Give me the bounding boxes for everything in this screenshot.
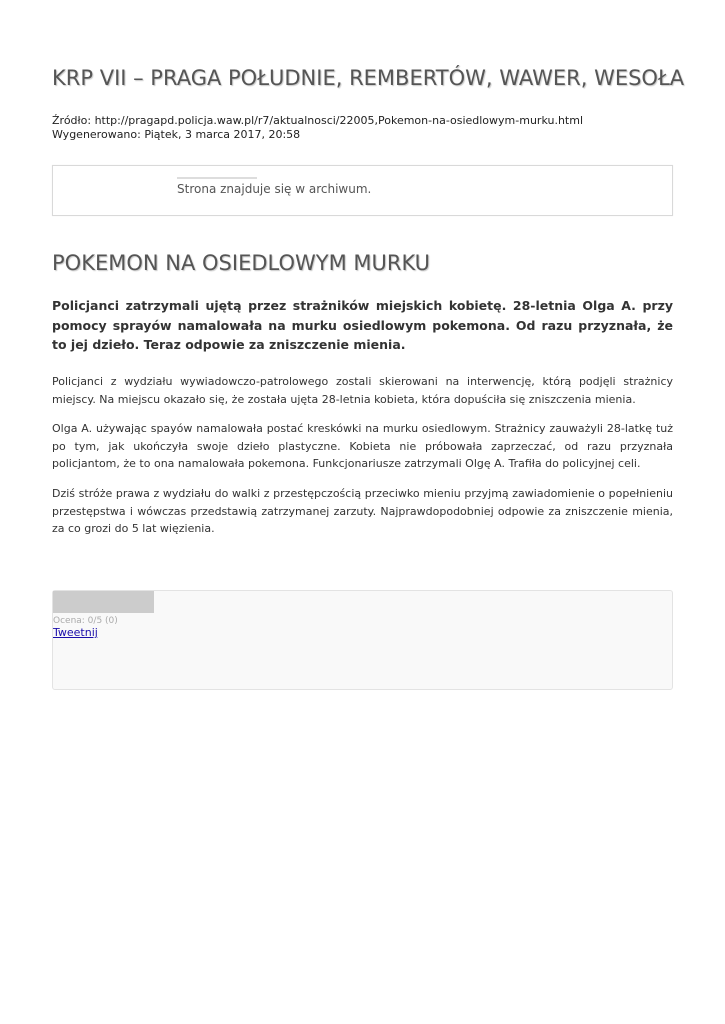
site-title: KRP VII – PRAGA POŁUDNIE, REMBERTÓW, WAWER, WESOŁA: [52, 66, 685, 90]
print-meta: [52, 114, 673, 142]
rating-label: Ocena: 0/5 (0): [53, 616, 118, 626]
archive-divider: [177, 177, 257, 179]
archive-notice-box: [52, 165, 673, 216]
source-line: Źródło: http://pragapd.policja.waw.pl/r7/aktualnosci/22005,Pokemon-na-osiedlowym-murku.html: [52, 114, 583, 127]
article-lead: Policjanci zatrzymali ujętą przez strażników miejskich kobietę. 28-letnia Olga A. przy pomocy sprayów namalowała na murku osiedlowym pokemona. Od razu przyznała, że to jej dzieło. Teraz odpowie za zniszczenie mienia.: [52, 298, 673, 352]
rating-share-box: [52, 590, 673, 690]
archive-notice-text: Strona znajduje się w archiwum.: [177, 182, 372, 196]
generated-line: Wygenerowano: Piątek, 3 marca 2017, 20:58: [52, 128, 301, 141]
article-paragraph: Policjanci z wydziału wywiadowczo-patrolowego zostali skierowani na interwencję, którą podjęli strażnicy miejscy. Na miejscu okazało się, że została ujęta 28-letnia kobieta, która dopuściła się zniszczenia mienia.: [52, 375, 673, 406]
rating-stars-bar[interactable]: [53, 591, 154, 613]
article-title: POKEMON NA OSIEDLOWYM MURKU: [52, 251, 431, 275]
article-paragraph: Olga A. używając spayów namalowała postać kreskówki na murku osiedlowym. Strażnicy zauważyli 28-latkę tuż po tym, jak ukończyła swoje dzieło plastyczne. Kobieta nie próbowała zaprzeczać, od razu przyznała policjantom, że to ona namalowała pokemona. Funkcjonariusze zatrzymali Olgę A. Trafiła do policyjnej celi.: [52, 422, 673, 470]
article-paragraph: Dziś stróże prawa z wydziału do walki z przestępczością przeciwko mieniu przyjmą zawiadomienie o popełnieniu przestępstwa i wówczas przedstawią zatrzymanej zarzuty. Najprawdopodobniej odpowie za zniszczenie mienia, za co grozi do 5 lat więzienia.: [52, 487, 673, 535]
tweet-link[interactable]: Tweetnij: [53, 626, 98, 639]
